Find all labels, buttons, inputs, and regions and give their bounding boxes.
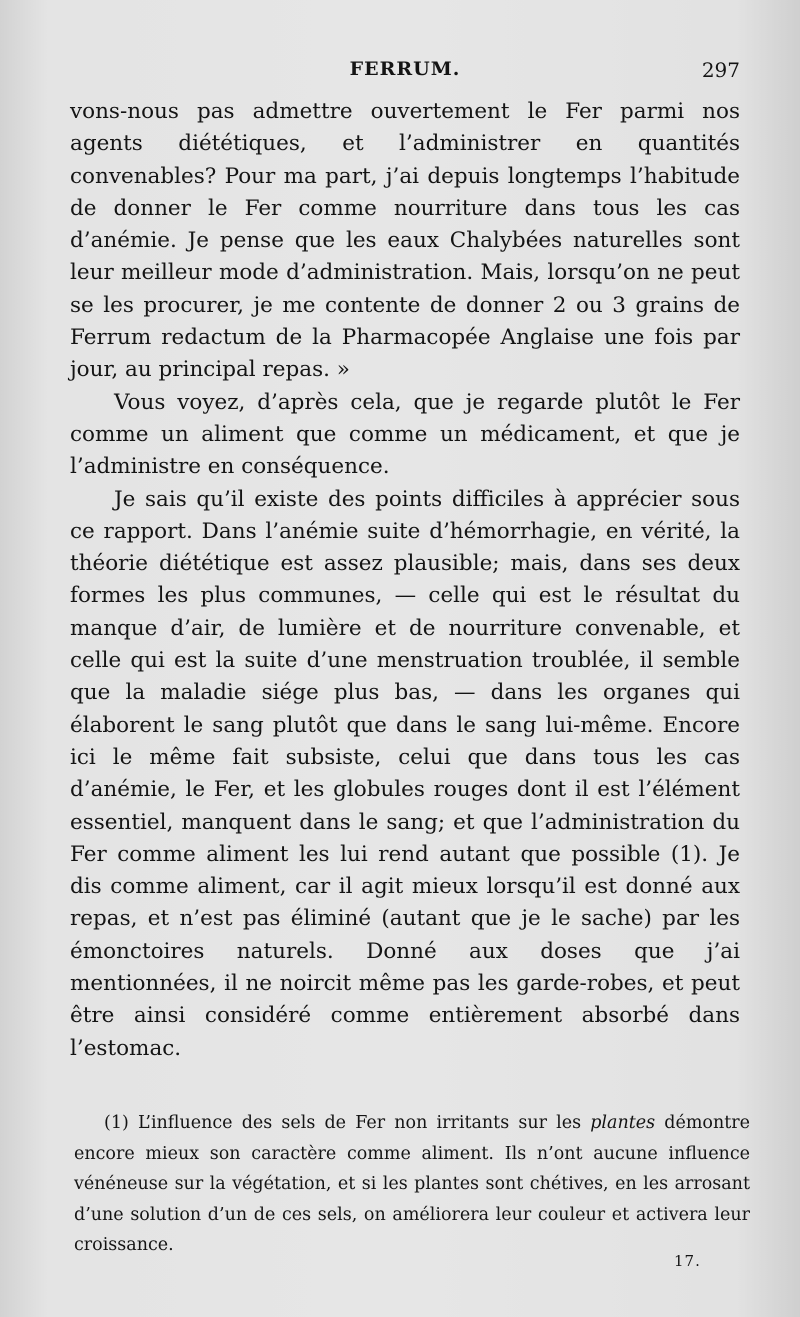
footnote-text-start: (1) L’influence des sels de Fer non irritants sur les: [104, 1113, 591, 1133]
footnote: [74, 1108, 750, 1261]
paragraph: vons-nous pas admettre ouvertement le Fer parmi nos agents diététiques, et l’administrer en quantités convenables? Pour ma part, j’ai depuis longtemps l’habitude de donner le Fer comme nourriture dans tous les cas d’anémie. Je pense que les eaux Chalybées naturelles sont leur meilleur mode d’administration. Mais, lorsqu’on ne peut se les procurer, je me contente de donner 2 ou 3 grains de Ferrum redactum de la Pharmacopée Anglaise une fois par jour, au principal repas. »: [70, 99, 740, 383]
running-title: FERRUM.: [349, 58, 461, 80]
page-number: 297: [701, 58, 740, 82]
footnote-italic-word: plantes: [590, 1113, 656, 1133]
paragraph: Vous voyez, d’après cela, que je regarde plutôt le Fer comme un aliment que comme un médicament, et que je l’administre en conséquence.: [70, 389, 740, 480]
footnote-text: [74, 1108, 750, 1261]
signature-mark: 17.: [674, 1252, 701, 1270]
paragraph: Je sais qu’il existe des points difficiles à apprécier sous ce rapport. Dans l’anémie suite d’hémorrhagie, en vérité, la théorie diététique est assez plausible; mais, dans ses deux formes les plus communes, — celle qui est le résultat du manque d’air, de lumière et de nourriture convenable, et celle qui est la suite d’une menstruation troublée, il semble que la maladie siége plus bas, — dans les organes qui élaborent le sang plutôt que dans le sang lui-même. Encore ici le même fait subsiste, celui que dans tous les cas d’anémie, le Fer, et les globules rouges dont il est l’élément essentiel, manquent dans le sang; et que l’administration du Fer comme aliment les lui rend autant que possible (1). Je dis comme aliment, car il agit mieux lorsqu’il est donné aux repas, et n’est pas éliminé (autant que je le sache) par les émonctoires naturels. Donné aux doses que j’ai mentionnées, il ne noircit même pas les garde-robes, et peut être ainsi considéré comme entièrement absorbé dans l’estomac.: [70, 486, 740, 1061]
page-header: [70, 58, 740, 86]
footnote-text-end: démontre encore mieux son caractère comme aliment. Ils n’ont aucune influence vénéneuse sur la végétation, et si les plantes sont chétives, en les arrosant d’une solution d’un de ces sels, on améliorera leur couleur et activera leur croissance.: [74, 1113, 750, 1255]
body-text: [70, 96, 740, 1065]
